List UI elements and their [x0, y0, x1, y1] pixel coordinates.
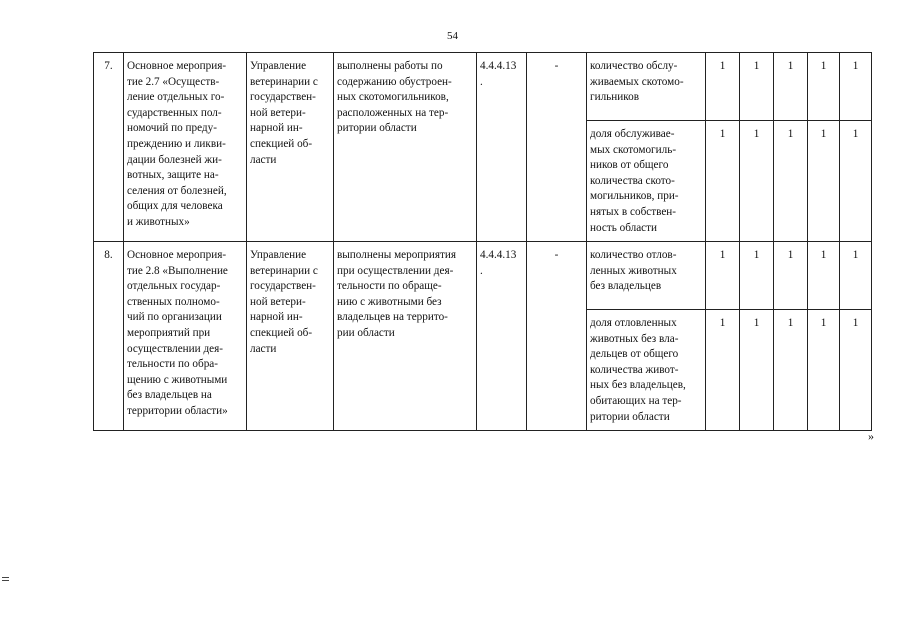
indicator-value: 1: [706, 310, 740, 431]
table-row: [94, 53, 872, 121]
indicator-value: 1: [740, 310, 774, 431]
event-description: [124, 242, 247, 431]
dash-cell: -: [527, 53, 587, 242]
expected-result: [334, 242, 477, 431]
indicator-value: 1: [808, 242, 840, 310]
indicator-value: 1: [840, 310, 872, 431]
event-text: Основное мероприя- тие 2.7 «Осуществ- ление отдельных го- сударственных пол- номочий по преду- преждению и ликви- дации болезней жи- вотных, защите на- селения от болезней, общих для человека и животных»: [127, 60, 227, 228]
indicator-value: 1: [808, 121, 840, 242]
program-events-table: [93, 52, 872, 431]
event-text: Основное мероприя- тие 2.8 «Выполнение отдельных государ- ственных полномо- чий по организации мероприятий при осуществлении дея- тельности по обра- щению с животными без владельцев на территории области»: [127, 249, 228, 417]
indicator-value: 1: [774, 121, 808, 242]
row-number: 8.: [94, 242, 124, 431]
event-description: [124, 53, 247, 242]
indicator-value: 1: [774, 242, 808, 310]
indicator-value: 1: [774, 53, 808, 121]
indicator-value: 1: [740, 121, 774, 242]
margin-mark: [2, 577, 9, 581]
indicator-text: доля обслуживае- мых скотомогиль- ников от общего количества ското- могильников, при- нятых в собствен- ность области: [590, 128, 679, 234]
indicator-value: 1: [706, 242, 740, 310]
indicator-value: 1: [706, 53, 740, 121]
indicator-value: 1: [840, 242, 872, 310]
indicator-name: [587, 53, 706, 121]
budget-code: [477, 53, 527, 242]
indicator-name: [587, 310, 706, 431]
executor: [247, 242, 334, 431]
executor-text: Управление ветеринарии с государствен- ной ветери- нарной ин- спекцией об- ласти: [250, 249, 318, 355]
indicator-name: [587, 121, 706, 242]
executor: [247, 53, 334, 242]
indicator-value: 1: [706, 121, 740, 242]
result-text: выполнены работы по содержанию обустроен- ных скотомогильников, расположенных на тер- ритории области: [337, 60, 452, 135]
code-text: 4.4.4.13 .: [480, 60, 517, 88]
result-text: выполнены мероприятия при осуществлении дея- тельности по обраще- нию с животными без владельцев на террито- рии области: [337, 249, 457, 339]
budget-code: [477, 242, 527, 431]
indicator-value: 1: [774, 310, 808, 431]
closing-quote-mark: »: [868, 429, 874, 443]
indicator-value: 1: [740, 53, 774, 121]
indicator-text: количество отлов- ленных животных без владельцев: [590, 249, 677, 293]
indicator-value: 1: [840, 53, 872, 121]
code-text: 4.4.4.13 .: [480, 249, 517, 277]
executor-text: Управление ветеринарии с государствен- ной ветери- нарной ин- спекцией об- ласти: [250, 60, 318, 166]
row-number: 7.: [94, 53, 124, 242]
indicator-text: доля отловленных животных без вла- дельцев от общего количества живот- ных без владельцев, обитающих на тер- ритории области: [590, 317, 686, 423]
page-number: 54: [447, 30, 458, 42]
table-row: [94, 242, 872, 310]
indicator-value: 1: [808, 310, 840, 431]
indicator-text: количество обслу- живаемых скотомо- гильников: [590, 60, 684, 104]
indicator-value: 1: [808, 53, 840, 121]
expected-result: [334, 53, 477, 242]
indicator-name: [587, 242, 706, 310]
dash-cell: -: [527, 242, 587, 431]
indicator-value: 1: [840, 121, 872, 242]
indicator-value: 1: [740, 242, 774, 310]
